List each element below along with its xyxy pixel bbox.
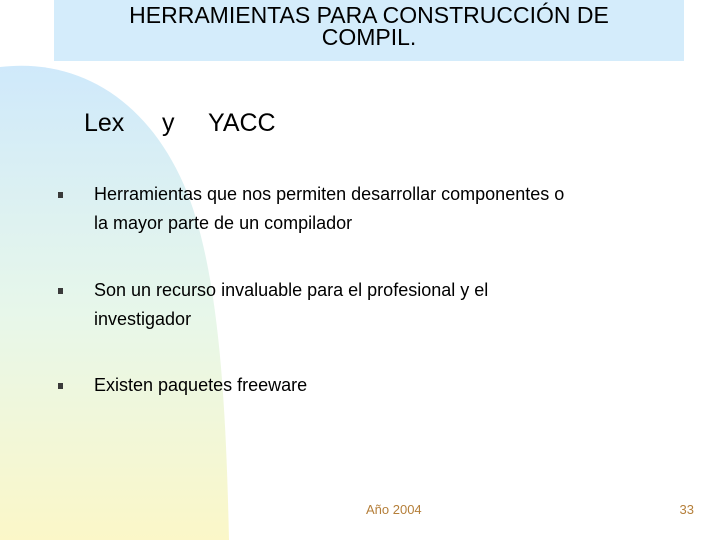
bullet-marker-icon: [58, 192, 63, 198]
bullet-item: [94, 371, 674, 400]
bullet-text-line-1: Existen paquetes freeware: [94, 375, 308, 395]
slide-title-line-1: HERRAMIENTAS PARA CONSTRUCCIÓN DE: [129, 2, 609, 28]
subtitle-word-yacc: YACC: [208, 109, 276, 137]
bullet-marker-icon: [58, 288, 63, 294]
bullet-text-line-2: investigador: [94, 309, 192, 329]
slide-title: [54, 4, 684, 48]
bullet-text-line-2: la mayor parte de un compilador: [94, 213, 353, 233]
bullet-text-line-1: Son un recurso invaluable para el profesional y el: [94, 280, 489, 300]
slide-title-line-2: COMPIL.: [321, 24, 417, 50]
footer-year: Año 2004: [366, 502, 422, 517]
slide-page-number: 33: [679, 502, 694, 517]
subtitle-word-lex: Lex: [84, 109, 125, 137]
bullet-item: [94, 276, 674, 334]
subtitle-word-y: y: [162, 109, 175, 137]
bullet-item: [94, 180, 674, 238]
bullet-marker-icon: [58, 383, 63, 389]
bullet-text-line-1: Herramientas que nos permiten desarrollar componentes o: [94, 184, 565, 204]
